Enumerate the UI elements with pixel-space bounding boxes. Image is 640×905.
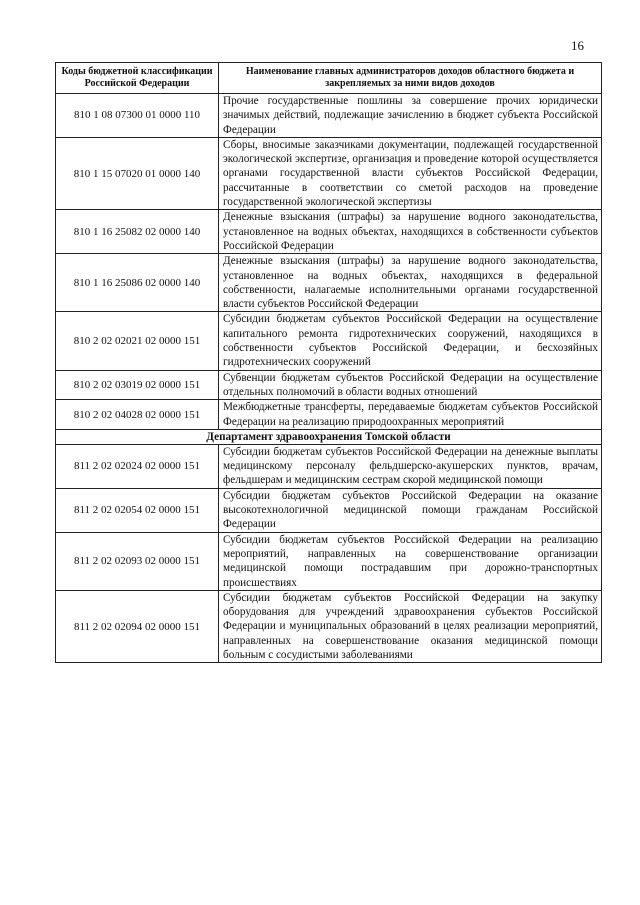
budget-code-cell: 811 2 02 02024 02 0000 151 [56,444,219,488]
revenue-name-cell: Сборы, вносимые заказчиками документации, подлежащей государственной экологической экспертизе, организация и проведение которой осуществляется органами государственной власти субъектов Российской Федерации, рассчитанные в соответствии со сметой расходов на проведение государственной экологической экспертизы [219,137,602,209]
table-header-row [56,63,602,94]
name-column-header: Наименование главных администраторов доходов областного бюджета и закрепляемых за ними видов доходов [219,63,602,94]
revenue-name-cell: Субвенции бюджетам субъектов Российской Федерации на осуществление отдельных полномочий в области водных отношений [219,370,602,400]
table-row [56,488,602,532]
table-row [56,400,602,430]
revenue-name-cell: Субсидии бюджетам субъектов Российской Федерации на осуществление капитального ремонта гидротехнических сооружений, находящихся в собственности субъектов Российской Федерации, и бесхозяйных гидротехнических сооружений [219,312,602,370]
table-row [56,94,602,138]
revenue-name-cell: Субсидии бюджетам субъектов Российской Федерации на закупку оборудования для учреждений здравоохранения субъектов Российской Федерации и муниципальных образований в целях реализации мероприятий, направленных на совершенствование оказания медицинской помощи больным с сосудистыми заболеваниями [219,590,602,662]
budget-code-cell: 810 1 08 07300 01 0000 110 [56,94,219,138]
budget-code-cell: 811 2 02 02054 02 0000 151 [56,488,219,532]
table-row [56,370,602,400]
revenue-name-cell: Прочие государственные пошлины за совершение прочих юридически значимых действий, подлежащие зачислению в бюджет субъекта Российской Федерации [219,94,602,138]
page-number: 16 [571,38,584,53]
budget-code-cell: 811 2 02 02093 02 0000 151 [56,532,219,590]
budget-code-cell: 811 2 02 02094 02 0000 151 [56,590,219,662]
budget-code-cell: 810 1 16 25086 02 0000 140 [56,254,219,312]
table-row [56,532,602,590]
section-header-row [56,429,602,444]
budget-code-cell: 810 2 02 02021 02 0000 151 [56,312,219,370]
revenue-name-cell: Субсидии бюджетам субъектов Российской Федерации на оказание высокотехнологичной медицинской помощи гражданам Российской Федерации [219,488,602,532]
table-row [56,312,602,370]
table-row [56,444,602,488]
budget-code-cell: 810 2 02 03019 02 0000 151 [56,370,219,400]
table-row [56,210,602,254]
revenue-name-cell: Субсидии бюджетам субъектов Российской Федерации на денежные выплаты медицинскому персоналу фельдшерско-акушерских пунктов, врачам, фельдшерам и медицинским сестрам скорой медицинской помощи [219,444,602,488]
budget-classification-table [55,62,602,663]
revenue-name-cell: Межбюджетные трансферты, передаваемые бюджетам субъектов Российской Федерации на реализацию природоохранных мероприятий [219,400,602,430]
table-row [56,590,602,662]
revenue-name-cell: Денежные взыскания (штрафы) за нарушение водного законодательства, установленное на водных объектах, находящихся в федеральной собственности, налагаемые исполнительными органами государственной власти субъектов Российской Федерации [219,254,602,312]
table-row [56,254,602,312]
budget-code-cell: 810 2 02 04028 02 0000 151 [56,400,219,430]
code-column-header: Коды бюджетной классификации Российской Федерации [56,63,219,94]
budget-code-cell: 810 1 15 07020 01 0000 140 [56,137,219,209]
budget-code-cell: 810 1 16 25082 02 0000 140 [56,210,219,254]
section-title: Департамент здравоохранения Томской области [56,429,602,444]
revenue-name-cell: Денежные взыскания (штрафы) за нарушение водного законодательства, установленное на водных объектах, находящихся в собственности субъектов Российской Федерации [219,210,602,254]
table-row [56,137,602,209]
revenue-name-cell: Субсидии бюджетам субъектов Российской Федерации на реализацию мероприятий, направленных на совершенствование организации медицинской помощи пострадавшим при дорожно-транспортных происшествиях [219,532,602,590]
table-body [56,94,602,663]
